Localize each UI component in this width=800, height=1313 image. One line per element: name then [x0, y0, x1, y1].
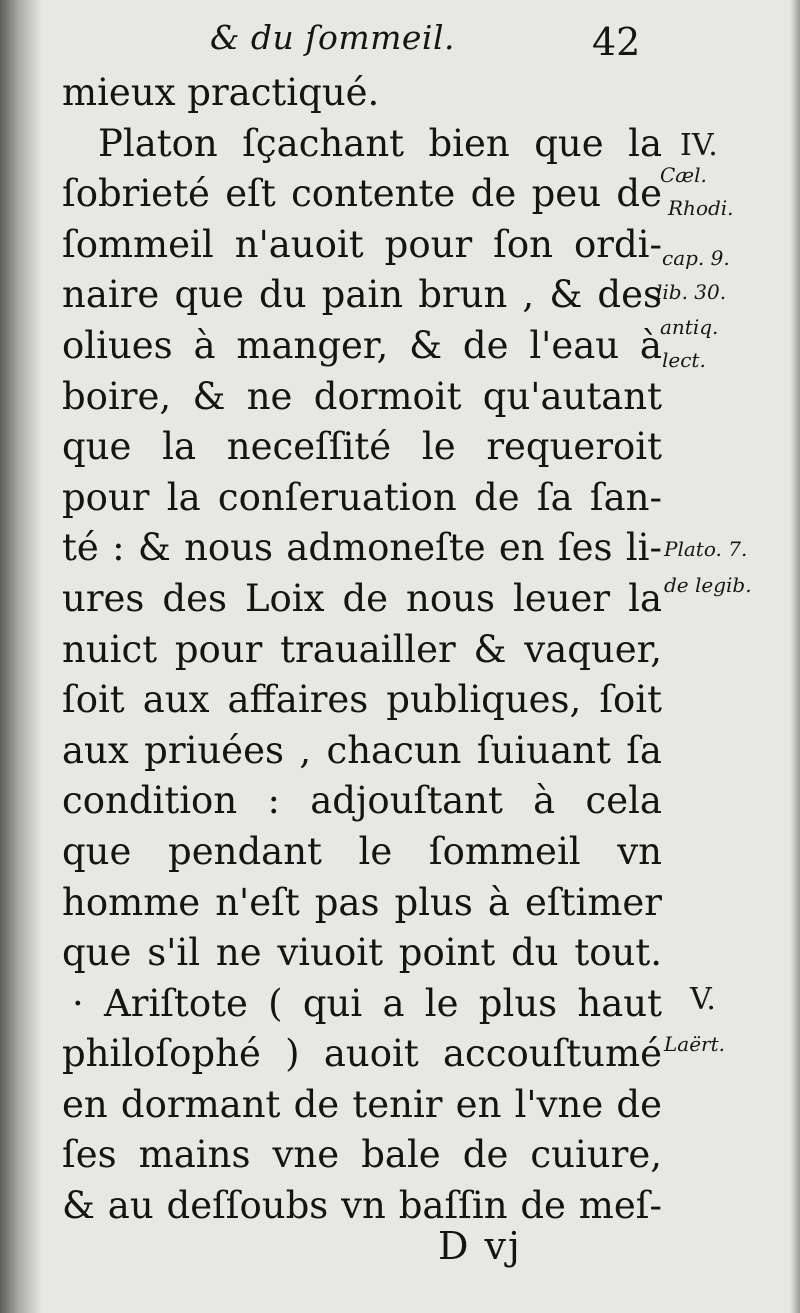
- margin-note: Plato. 7.: [664, 537, 748, 561]
- text-line: que pendant le ſommeil vn: [62, 829, 662, 873]
- page-edge-shadow: [790, 0, 800, 1313]
- text-line: Platon ſçachant bien que la: [98, 121, 662, 165]
- text-line: que la neceſſité le requeroit: [62, 425, 662, 469]
- margin-note-chapter-iv: IV.: [680, 128, 718, 163]
- text-line: ſobrieté eſt contente de peu de: [62, 172, 662, 216]
- text-line: ures des Loix de nous leuer la: [62, 576, 662, 620]
- margin-note: lib. 30.: [656, 280, 727, 304]
- text-line: oliues à manger, & de l'eau à: [62, 323, 662, 367]
- text-line: philoſophé ) auoit accouſtumé: [62, 1032, 662, 1076]
- text-line: en dormant de tenir en l'vne de: [62, 1082, 662, 1126]
- margin-note: de legib.: [664, 573, 752, 597]
- page-number: 42: [592, 20, 641, 64]
- running-head: & du ſommeil.: [210, 18, 456, 57]
- margin-note-chapter-v: V.: [690, 982, 716, 1017]
- text-line: pour la conſeruation de ſa ſan-: [62, 475, 662, 519]
- text-line: té : & nous admoneſte en ſes li-: [62, 526, 662, 570]
- margin-note: antiq.: [660, 315, 719, 339]
- signature-mark: D vj: [438, 1224, 522, 1268]
- text-line: boire, & ne dormoit qu'autant: [62, 374, 662, 418]
- text-line: que s'il ne viuoit point du tout.: [62, 931, 662, 975]
- text-line: ſommeil n'auoit pour ſon ordi-: [62, 222, 662, 266]
- text-line: mieux practiqué.: [62, 71, 380, 114]
- text-line: aux priuées , chacun ſuiuant ſa: [62, 728, 662, 772]
- text-line: ſes mains vne bale de cuiure,: [62, 1133, 662, 1177]
- margin-note: Laërt.: [664, 1032, 725, 1056]
- text-line: & au deſſoubs vn baſſin de meſ-: [62, 1184, 662, 1228]
- margin-note: lect.: [662, 348, 706, 372]
- margin-note: Rhodi.: [668, 196, 734, 220]
- margin-note: cap. 9.: [662, 246, 730, 270]
- text-line: condition : adjouſtant à cela: [62, 779, 662, 823]
- text-line: · Ariſtote ( qui a le plus haut: [72, 981, 662, 1025]
- text-line: naire que du pain brun , & des: [62, 273, 662, 317]
- text-line: homme n'eſt pas plus à eſtimer: [62, 880, 662, 924]
- margin-note: Cæl.: [660, 163, 707, 187]
- text-line: ſoit aux affaires publiques, ſoit: [62, 678, 662, 722]
- page-gutter-shadow: [0, 0, 42, 1313]
- text-line: nuict pour trauailler & vaquer,: [62, 627, 662, 671]
- body-text: [62, 68, 662, 1232]
